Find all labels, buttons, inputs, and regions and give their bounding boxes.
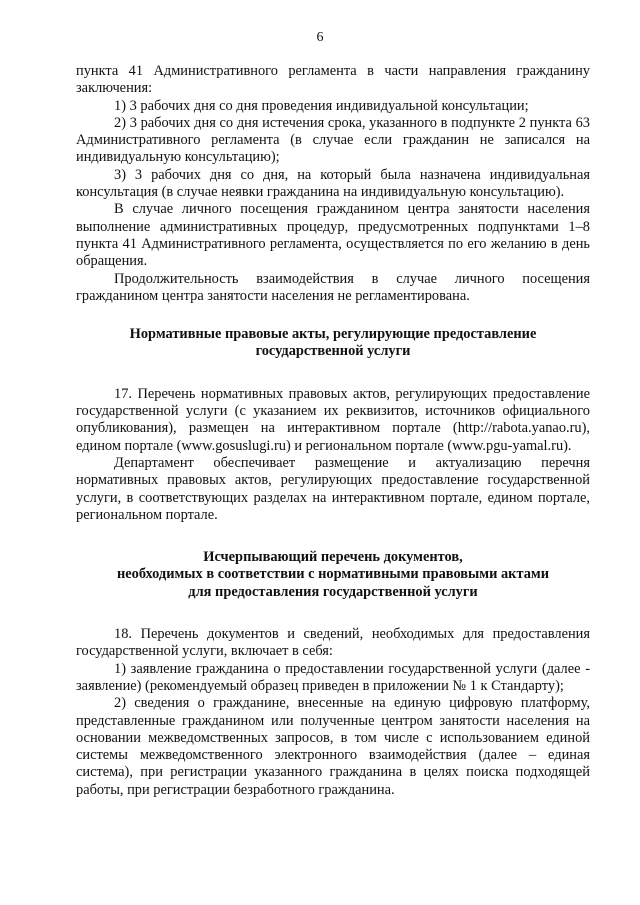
paragraph: В случае личного посещения гражданином центра занятости населения выполнение административных процедур, предусмотренных подпунктами 1–8 пункта 41 Административного регламента, осуществляется по его желанию в день обращения. — [76, 201, 590, 270]
paragraph: 17. Перечень нормативных правовых актов, регулирующих предоставление государственной услуги (с указанием их реквизитов, источников официального опубликования), размещен на интерактивном портале (http://rabota.yanao.ru), едином портале (www.gosuslugi.ru) и региональном портале (www.pgu-yamal.ru). — [76, 385, 590, 454]
heading-line: необходимых в соответствии с нормативными правовыми актами — [116, 566, 550, 583]
paragraph: 18. Перечень документов и сведений, необходимых для предоставления государственной услуги, включает в себя: — [76, 626, 590, 660]
heading-line: Исчерпывающий перечень документов, — [203, 549, 463, 566]
document-body — [76, 63, 590, 799]
list-item: 3) 3 рабочих дня со дня, на который была назначена индивидуальная консультация (в случае неявки гражданина на индивидуальную консультацию). — [76, 166, 590, 201]
heading-line: для предоставления государственной услуги — [188, 583, 478, 600]
paragraph: Продолжительность взаимодействия в случае личного посещения гражданином центра занятости населения не регламентирована. — [76, 270, 590, 304]
heading-line: государственной услуги — [255, 343, 411, 360]
list-item: 1) заявление гражданина о предоставлении государственной услуги (далее - заявление) (рекомендуемый образец приведен в приложении № 1 к Стандарту); — [76, 660, 590, 694]
heading-line: Нормативные правовые акты, регулирующие предоставление — [129, 326, 537, 343]
page-number: 6 — [316, 30, 324, 45]
list-item: 2) сведения о гражданине, внесенные на единую цифровую платформу, представленные гражданином или полученные центром занятости населения на основании межведомственных запросов, в том числе с использованием единой системы межведомственного электронного взаимодействия (далее – единая система), при регистрации указанного гражданина в целях поиска подходящей работы, при регистрации безработного гражданина. — [76, 695, 590, 798]
section-heading — [76, 549, 590, 601]
list-item: 1) 3 рабочих дня со дня проведения индивидуальной консультации; — [114, 97, 529, 114]
list-item: 2) 3 рабочих дня со дня истечения срока, указанного в подпункте 2 пункта 63 Административного регламента (в случае если гражданин не записался на индивидуальную консультацию); — [76, 114, 590, 166]
paragraph: Департамент обеспечивает размещение и актуализацию перечня нормативных правовых актов, регулирующих предоставление государственной услуги, в соответствующих разделах на интерактивном портале, едином портале, региональном портале. — [76, 454, 590, 523]
section-heading — [76, 326, 590, 361]
paragraph: пункта 41 Административного регламента в части направления гражданину заключения: — [76, 63, 590, 97]
